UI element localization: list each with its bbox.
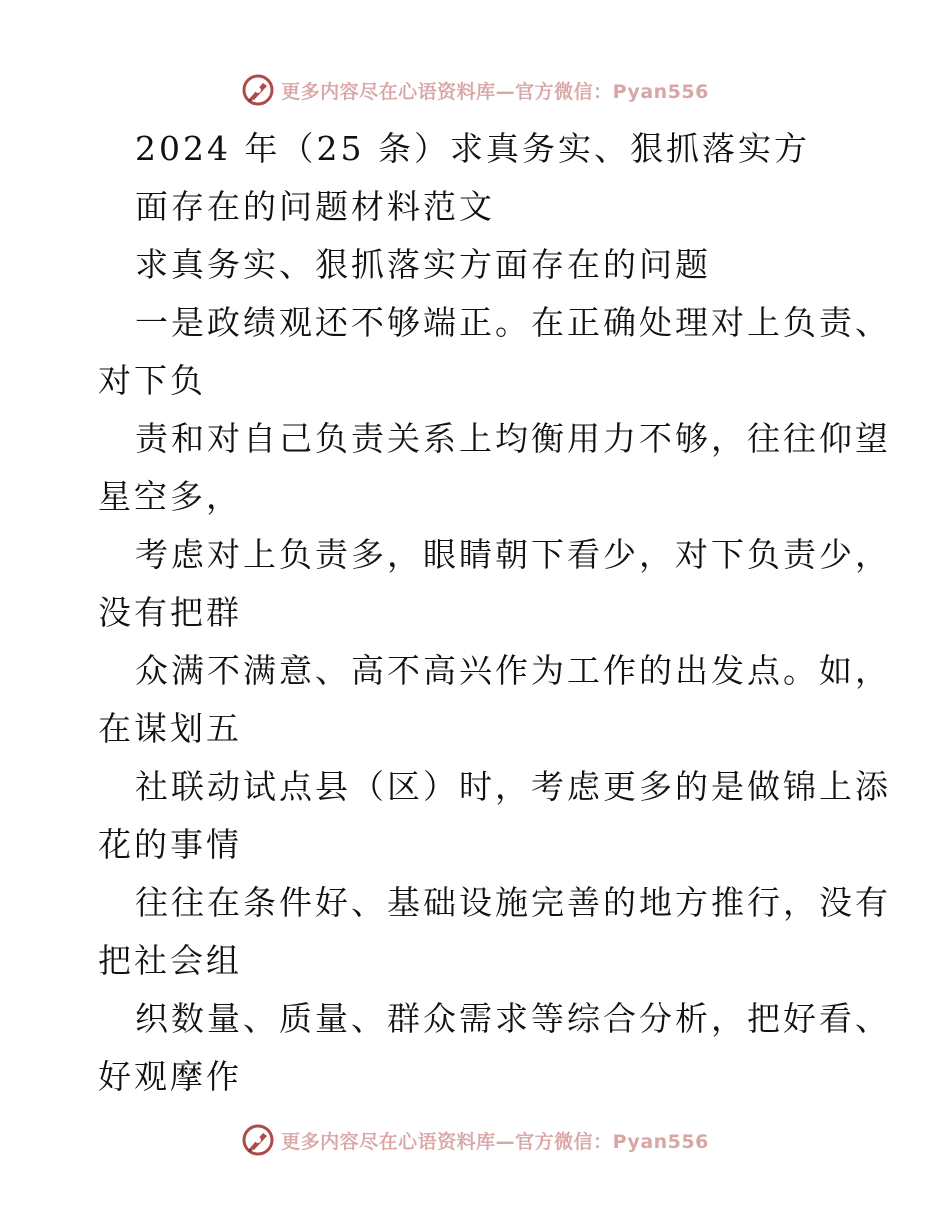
text-line: 对下负 xyxy=(98,361,206,400)
text-line: 面存在的问题材料范文 xyxy=(135,187,495,226)
text-line: 众满不满意、高不高兴作为工作的出发点。如， xyxy=(135,651,891,690)
text-line: 把社会组 xyxy=(98,941,242,980)
pen-logo-icon xyxy=(241,1123,275,1157)
text-line: 考虑对上负责多，眼睛朝下看少，对下负责少， xyxy=(135,535,891,574)
footer-watermark-banner xyxy=(0,1118,950,1162)
text-line: 2024 年（25 条）求真务实、狠抓落实方 xyxy=(135,129,810,168)
header-watermark-banner xyxy=(0,68,950,112)
text-line: 在谋划五 xyxy=(98,709,242,748)
text-line: 没有把群 xyxy=(98,593,242,632)
text-line: 花的事情 xyxy=(98,825,242,864)
text-line: 责和对自己负责关系上均衡用力不够，往往仰望 xyxy=(135,419,891,458)
document-body xyxy=(98,120,898,1106)
text-line: 求真务实、狠抓落实方面存在的问题 xyxy=(135,245,711,284)
text-line: 一是政绩观还不够端正。在正确处理对上负责、 xyxy=(135,303,891,342)
text-line: 好观摩作 xyxy=(98,1057,242,1096)
text-line: 社联动试点县（区）时，考虑更多的是做锦上添 xyxy=(135,767,891,806)
footer-watermark-text: 更多内容尽在心语资料库—官方微信：Pyan556 xyxy=(281,1130,709,1153)
pen-logo-icon xyxy=(241,73,275,107)
text-line: 织数量、质量、群众需求等综合分析，把好看、 xyxy=(135,999,891,1038)
text-line: 星空多， xyxy=(98,477,242,516)
header-watermark-text: 更多内容尽在心语资料库—官方微信：Pyan556 xyxy=(281,80,709,103)
text-line: 往往在条件好、基础设施完善的地方推行，没有 xyxy=(135,883,891,922)
